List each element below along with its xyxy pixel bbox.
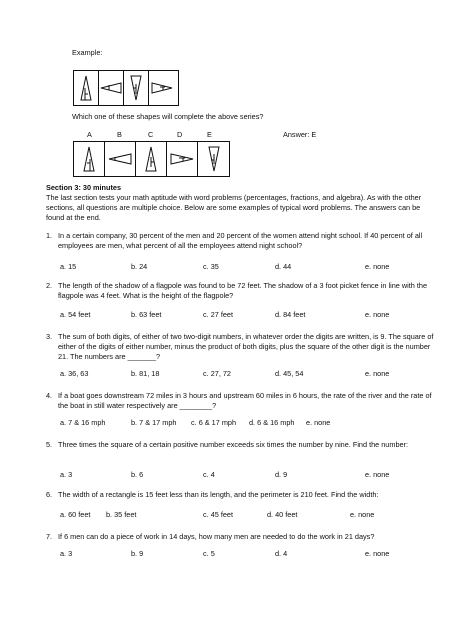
option-e[interactable]: e. none (365, 262, 390, 271)
option-c[interactable]: c. 45 feet (203, 510, 234, 519)
question-text: Three times the square of a certain positive number exceeds six times the number by nine. Find the number: (58, 440, 409, 449)
section-title: Section 3: 30 minutes (46, 183, 122, 192)
series-shape-1 (74, 71, 99, 105)
option-b[interactable]: b. 35 feet (106, 510, 137, 519)
question-number: 2. (46, 281, 53, 290)
option-e[interactable]: e. none (365, 549, 390, 558)
option-a[interactable]: a. 3 (60, 549, 73, 558)
choice-shape-b (105, 142, 136, 176)
option-e[interactable]: e. none (365, 470, 390, 479)
option-e[interactable]: e. none (306, 418, 331, 427)
question-number: 6. (46, 490, 53, 499)
option-d[interactable]: d. 44 (275, 262, 292, 271)
option-d[interactable]: d. 6 & 16 mph (249, 418, 295, 427)
answer-letter-e: E (207, 130, 212, 139)
question-text: If a boat goes downstream 72 miles in 3 hours and upstream 60 miles in 6 hours, the rate of the river and the rate of the boat in still water respectively are ________? (58, 391, 432, 410)
options-5 (60, 470, 450, 480)
series-shape-4 (149, 71, 174, 105)
option-e[interactable]: e. none (365, 310, 390, 319)
option-a[interactable]: a. 36, 63 (60, 369, 89, 378)
answer-letter-d: D (177, 130, 183, 139)
options-7 (60, 549, 450, 559)
question-number: 5. (46, 440, 53, 449)
option-e[interactable]: e. none (365, 369, 390, 378)
option-d[interactable]: d. 84 feet (275, 310, 306, 319)
series-shape-2 (99, 71, 124, 105)
option-a[interactable]: a. 54 feet (60, 310, 91, 319)
example-series-box (73, 70, 179, 106)
option-b[interactable]: b. 9 (131, 549, 144, 558)
question-number: 7. (46, 532, 53, 541)
question-number: 1. (46, 231, 53, 240)
choice-shape-e (198, 142, 229, 176)
option-b[interactable]: b. 81, 18 (131, 369, 160, 378)
question-text: If 6 men can do a piece of work in 14 days, how many men are needed to do the work in 21 days? (58, 532, 375, 541)
option-a[interactable]: a. 7 & 16 mph (60, 418, 106, 427)
option-c[interactable]: c. 6 & 17 mph (191, 418, 237, 427)
example-question: Which one of these shapes will complete the above series? (72, 112, 264, 121)
question-text: The width of a rectangle is 15 feet less than its length, and the perimeter is 210 feet. Find the width: (58, 490, 379, 499)
option-d[interactable]: d. 45, 54 (275, 369, 304, 378)
answer-letter-b: B (117, 130, 122, 139)
option-d[interactable]: d. 9 (275, 470, 288, 479)
option-d[interactable]: d. 40 feet (267, 510, 298, 519)
option-c[interactable]: c. 35 (203, 262, 219, 271)
answer-label: Answer: E (283, 130, 317, 139)
choice-shape-d (167, 142, 198, 176)
option-b[interactable]: b. 6 (131, 470, 144, 479)
answer-letter-a: A (87, 130, 92, 139)
options-6 (60, 510, 450, 520)
option-a[interactable]: a. 60 feet (60, 510, 91, 519)
section-intro: The last section tests your math aptitude with word problems (percentages, fractions, and algebra). As with the other sections, all questions are multiple choice. Below are some examples of typical word problems. The answers can be found at the end. (46, 193, 422, 222)
options-3 (60, 369, 450, 379)
options-1 (60, 262, 450, 272)
answer-choices-box (73, 141, 230, 177)
option-b[interactable]: b. 7 & 17 mph (131, 418, 177, 427)
question-text: The sum of both digits, of either of two two-digit numbers, in whatever order the digits are written, is 9. The square of either of the digits of either number, minus the product of both digits, plus the square of the other digit is the number 21. The numbers are _______? (58, 332, 434, 361)
option-d[interactable]: d. 4 (275, 549, 288, 558)
question-text: In a certain company, 30 percent of the men and 20 percent of the women attend night school. If 40 percent of all employees are men, what percent of all the employees attend night school? (58, 231, 423, 250)
option-c[interactable]: c. 4 (203, 470, 215, 479)
question-number: 3. (46, 332, 53, 341)
options-4 (60, 418, 450, 428)
choice-shape-a (74, 142, 105, 176)
option-a[interactable]: a. 3 (60, 470, 73, 479)
option-c[interactable]: c. 5 (203, 549, 215, 558)
options-2 (60, 310, 450, 320)
example-label: Example: (72, 48, 103, 57)
series-shape-3 (124, 71, 149, 105)
question-number: 4. (46, 391, 53, 400)
option-b[interactable]: b. 63 feet (131, 310, 162, 319)
option-c[interactable]: c. 27, 72 (203, 369, 231, 378)
option-e[interactable]: e. none (350, 510, 375, 519)
option-c[interactable]: c. 27 feet (203, 310, 234, 319)
question-text: The length of the shadow of a flagpole was found to be 72 feet. The shadow of a 3 foot picket fence in line with the flagpole was 4 feet. What is the height of the flagpole? (58, 281, 428, 300)
option-a[interactable]: a. 15 (60, 262, 77, 271)
choice-shape-c (136, 142, 167, 176)
option-b[interactable]: b. 24 (131, 262, 148, 271)
answer-letter-c: C (148, 130, 154, 139)
